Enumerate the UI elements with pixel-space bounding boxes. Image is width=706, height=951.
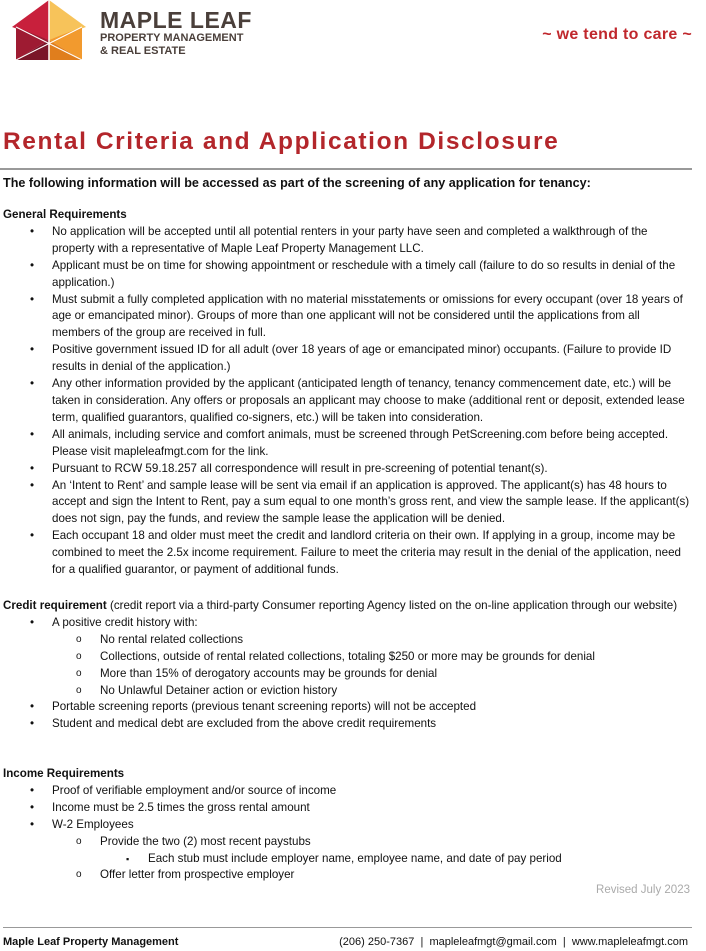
section-heading: General Requirements <box>3 208 127 221</box>
heading-note: (credit report via a third-party Consumer reporting Agency listed on the on-line application through our website) <box>106 599 678 612</box>
list-item: • Any other information provided by the applicant (anticipated length of tenancy, tenancy commencement date, etc.) will be taken in consideration. Any offers or proposals an applicant may choose to make (additional rent or deposit, extended lease term, qualified guarantors, qualified co-signers, etc.) will be taken into consideration. <box>3 376 690 427</box>
list-item: o No rental related collections <box>3 632 690 649</box>
list-item: • Proof of verifiable employment and/or source of income <box>3 783 690 800</box>
list-item: • Pursuant to RCW 59.18.257 all correspondence will result in pre-screening of potential tenant(s). <box>3 461 690 478</box>
list-item: • An ‘Intent to Rent’ and sample lease will be sent via email if an application is approved. The applicant(s) has 48 hours to accept and sign the Intent to Rent, pay a sum equal to one month’s gross rent, and view the sample lease. If the applicant(s) does not sign, pay the funds, and review the sample lease the application will be denied. <box>3 478 690 529</box>
footer-contact: (206) 250-7367 | mapleleafmgt@gmail.com | www.mapleleafmgt.com <box>339 936 688 948</box>
income-list <box>3 783 690 884</box>
list-item: o More than 15% of derogatory accounts may be grounds for denial <box>3 666 690 683</box>
title-divider <box>0 168 692 170</box>
list-item: • A positive credit history with: <box>3 615 690 632</box>
brand-line-1: MAPLE LEAF <box>100 7 252 33</box>
list-item: • All animals, including service and comfort animals, must be screened through PetScreening.com before being accepted. Please visit mapleleafmgt.com for the link. <box>3 427 690 461</box>
list-item: • W-2 Employees <box>3 817 690 834</box>
list-item: o Provide the two (2) most recent paystubs <box>3 834 690 851</box>
tagline: ~ we tend to care ~ <box>542 26 692 43</box>
brand-line-3: & REAL ESTATE <box>100 45 186 57</box>
list-item: • Must submit a fully completed application with no material misstatements or omissions for every occupant (over 18 years of age or emancipated minor). Groups of more than one applicant will not be considered until the applications from all members of the group are received in full. <box>3 292 690 343</box>
list-item: • Applicant must be on time for showing appointment or reschedule with a timely call (failure to do so results in denial of the application.) <box>3 258 690 292</box>
general-requirements <box>3 207 690 579</box>
footer-company: Maple Leaf Property Management <box>3 936 179 948</box>
list-item: o Offer letter from prospective employer <box>3 867 690 884</box>
income-requirements <box>3 766 690 884</box>
section-heading: Income Requirements <box>3 767 125 780</box>
general-list <box>3 224 690 579</box>
list-item: • Positive government issued ID for all adult (over 18 years of age or emancipated minor) occupants. (Failure to provide ID results in denial of the application.) <box>3 342 690 376</box>
list-item: o Collections, outside of rental related collections, totaling $250 or more may be grounds for denial <box>3 649 690 666</box>
section-heading <box>3 598 690 615</box>
heading-text: Credit requirement <box>3 599 107 612</box>
list-item: • Each occupant 18 and older must meet the credit and landlord criteria on their own. If applying in a group, income may be combined to meet the 2.5x income requirement. Failure to meet the criteria may result in the denial of the application, need for a qualified guarantor, or payment of additional funds. <box>3 528 690 579</box>
brand-line-2: PROPERTY MANAGEMENT <box>100 32 244 44</box>
list-item: • Student and medical debt are excluded from the above credit requirements <box>3 716 690 733</box>
revision-date: Revised July 2023 <box>596 884 690 896</box>
list-item: ▪ Each stub must include employer name, employee name, and date of pay period <box>3 851 690 868</box>
subtitle: The following information will be accessed as part of the screening of any application for tenancy: <box>3 176 591 190</box>
list-item: • No application will be accepted until all potential renters in your party have seen and completed a walkthrough of the property with a representative of Maple Leaf Property Management LLC. <box>3 224 690 258</box>
footer-divider <box>3 927 692 928</box>
maple-leaf-house-logo <box>12 0 86 62</box>
list-item: • Income must be 2.5 times the gross rental amount <box>3 800 690 817</box>
brand-name <box>100 8 252 58</box>
credit-requirements <box>3 598 690 733</box>
list-item: • Portable screening reports (previous tenant screening reports) will not be accepted <box>3 699 690 716</box>
credit-list <box>3 615 690 733</box>
list-item: o No Unlawful Detainer action or eviction history <box>3 683 690 700</box>
page-title: Rental Criteria and Application Disclosure <box>3 128 560 155</box>
